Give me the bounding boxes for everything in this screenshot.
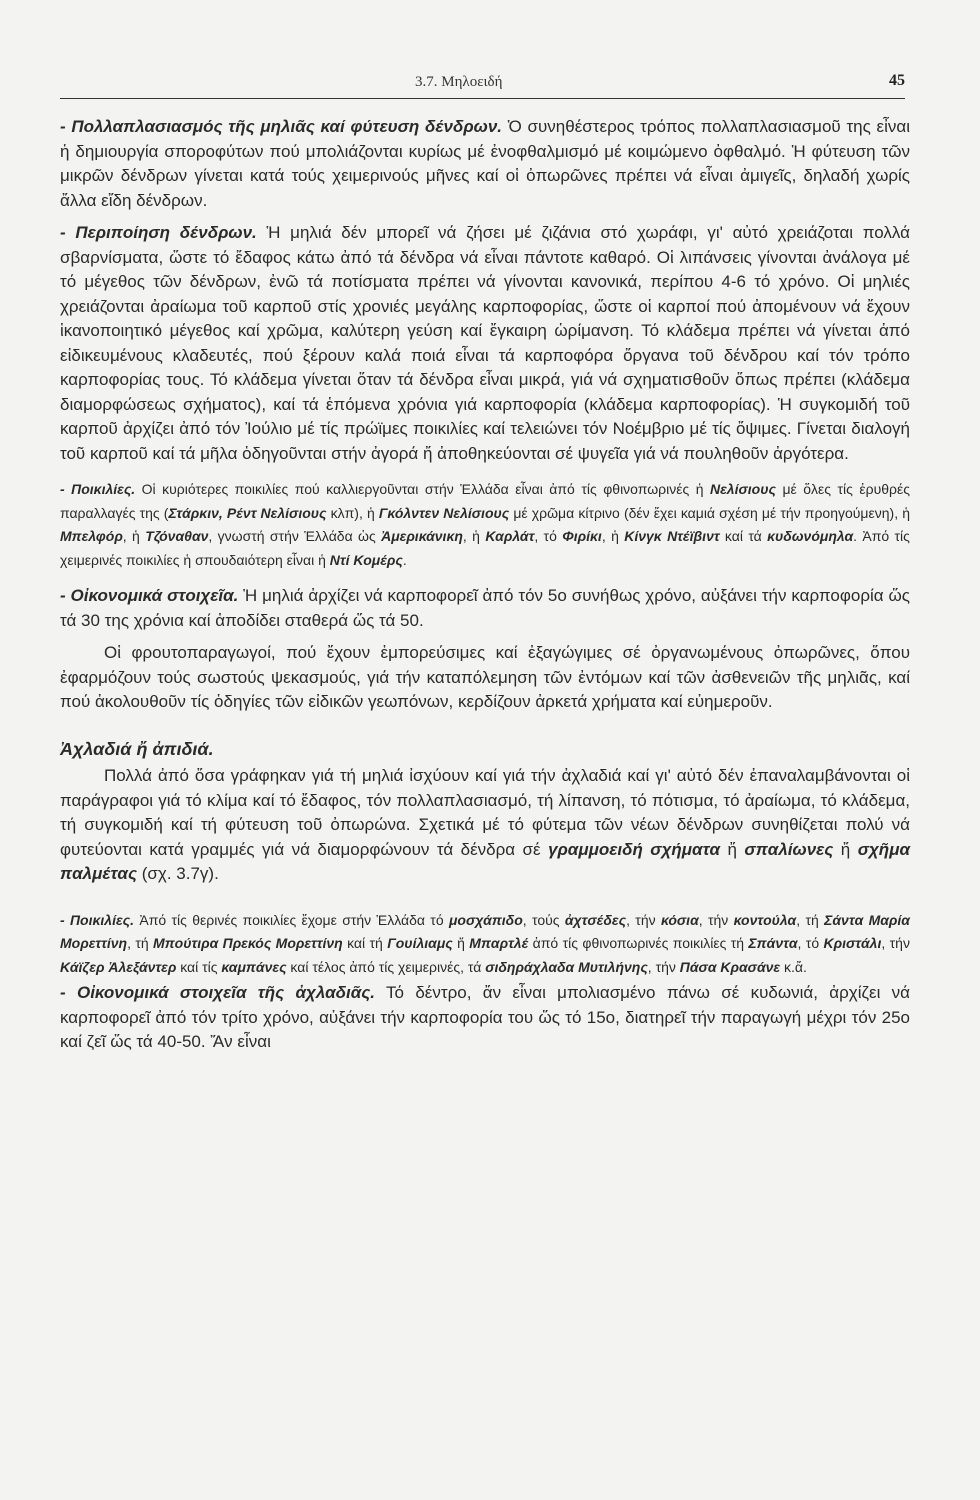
- heading-apple-economics: - Οἰκονομικά στοιχεῖα.: [60, 586, 239, 605]
- page-body: [60, 115, 910, 1055]
- pear-title: [60, 737, 910, 763]
- paragraph-apple-varieties: - Ποικιλίες. Οἱ κυριότερες ποικιλίες πού καλλιεργοῦνται στήν Ἑλλάδα εἶναι ἀπό τίς φθινοπωρινές ἡ Νελίσιους μέ ὅλες τίς ἐρυθρές παραλλαγές της (Στάρκιν, Ρέντ Νελίσιους κλπ), ἡ Γκόλντεν Νελίσιους μέ χρῶμα κίτρινο (δέν ἔχει καμιά σχέση μέ τήν προηγούμενη), ἡ Μπελφόρ, ἡ Τζόναθαν, γνωστή στήν Ἑλλάδα ὡς Ἀμερικάνικη, ἡ Καρλάτ, τό Φιρίκι, ἡ Κίνγκ Ντέϊβιντ καί τά κυδωνόμηλα. Ἀπό τίς χειμερινές ποικιλίες ἡ σπουδαιότερη εἶναι ἡ Ντί Κομέρς.: [60, 481, 910, 568]
- heading-propagation: - Πολλαπλασιασμός τῆς μηλιᾶς καί φύτευση δένδρων.: [60, 117, 503, 136]
- paragraph-apple-economics: - Οἰκονομικά στοιχεῖα. Ἡ μηλιά ἀρχίζει νά καρποφορεῖ ἀπό τόν 5ο συνήθως χρόνο, αὐξάνει τήν καρποφορία ὥς τά 30 της χρόνια καί ἀποδίδει σταθερά ὥς τά 50.: [60, 586, 910, 630]
- paragraph-propagation: - Πολλαπλασιασμός τῆς μηλιᾶς καί φύτευση δένδρων. Ὁ συνηθέστερος τρόπος πολλαπλασιασμοῦ της εἶναι ἡ δημιουργία σποροφύτων πού μπολιάζονται κυρίως μέ ἐνοφθαλμισμό μέ κοιμώμενο ὀφθαλμό. Ἡ φύτευση τῶν μικρῶν δένδρων γίνεται κατά τούς χειμερινούς μῆνες καί οἱ ὀπωρῶνες πρέπει νά εἶναι ἀμιγεῖς, δηλαδή χωρίς ἄλλα εἴδη δένδρων.: [60, 117, 910, 210]
- paragraph-tree-care: - Περιποίηση δένδρων. Ἡ μηλιά δέν μπορεῖ νά ζήσει μέ ζιζάνια στό χωράφι, γι' αὐτό χρειάζοται πολλά σβαρνίσματα, ὥστε τό ἔδαφος κάτω ἀπό τά δένδρα νά εἶναι πάντοτε καθαρό. Οἱ λιπάνσεις γίνονται ἀνάλογα μέ τό μέγεθος τῶν δένδρων, ἐνῶ τά ποτίσματα πρέπει νά γίνονται κανονικά, περίπου 4-6 τό χρόνο. Οἱ μηλιές χρειάζονται ἀραίωμα τοῦ καρποῦ στίς χρονιές μεγάλης καρποφορίας, ὥστε οἱ καρποί πού ἀπομένουν νά ἔχουν ἱκανοποιητικό μέγεθος καί χρῶμα, καλύτερη γεύση καί ἔγκαιρη ὡρίμανση. Τό κλάδεμα πρέπει νά γίνεται ἀπό εἰδικευμένους κλαδευτές, πού ξέρουν καλά ποιά εἶναι τά καρποφόρα ὄργανα τοῦ δένδρου καί τόν τρόπο καρποφορίας τους. Τό κλάδεμα γίνεται ὅταν τά δένδρα εἶναι μικρά, γιά νά σχηματισθοῦν ὅπως πρέπει (κλάδεμα διαμορφώσεως σχήματος), καί τά ἑπόμενα χρόνια γιά καρποφορία (κλάδεμα καρποφορίας). Ἡ συγκομιδή τοῦ καρποῦ ἀρχίζει ἀπό τόν Ἰούλιο μέ τίς πρώϊμες ποικιλίες καί τελειώνει τόν Νοέμβριο μέ τίς ὄψιμες. Γίνεται διαλογή τοῦ καρποῦ καί τά μῆλα ὁδηγοῦνται στήν ἀγορά ἤ ἀποθηκεύονται σέ ψυγεῖα γιά νά πουληθοῦν ἀργότερα.: [60, 223, 910, 463]
- paragraph-pear-intro: Πολλά ἀπό ὅσα γράφηκαν γιά τή μηλιά ἰσχύουν καί γιά τήν ἀχλαδιά καί γι' αὐτό δέν ἐπαναλαμβάνονται οἱ παράγραφοι γιά τό κλίμα καί τό ἔδαφος, τόν πολλαπλασιασμό, τή λίπανση, τό πότισμα, τό ἀραίωμα, τό κλάδεμα, τή συγκομιδή καί τή φύτευση τοῦ ὀπωρώνα. Σχετικά μέ τό φύτεμα τῶν νέων δένδρων συνηθίζεται πολύ νά φυτεύονται κατά γραμμές γιά νά διαμορφώνουν τά δένδρα σέ γραμμοειδή σχήματα ἤ σπαλίωνες ἤ σχῆμα παλμέτας (σχ. 3.7γ).: [60, 766, 910, 883]
- page-header: [60, 70, 905, 99]
- paragraph-growers: Οἱ φρουτοπαραγωγοί, πού ἔχουν ἐμπορεύσιμες καί ἐξαγώγιμες σέ ὀργανωμένους ὀπωρῶνες, ὅπου ἐφαρμόζουν τούς σωστούς ψεκασμούς, γιά τήν καταπόλεμηση τῶν ἐντόμων καί τῶν ἀσθενειῶν τῆς μηλιᾶς, καί πού ἀκολουθοῦν τίς ὁδηγίες τῶν εἰδικῶν γεωπόνων, κερδίζουν ἀρκετά χρήματα καί εὐημεροῦν.: [60, 643, 910, 711]
- heading-pear-varieties: - Ποικιλίες.: [60, 911, 135, 928]
- heading-tree-care: - Περιποίηση δένδρων.: [60, 223, 257, 242]
- heading-pear-economics: - Οἰκονομικά στοιχεῖα τῆς ἀχλαδιᾶς.: [60, 983, 376, 1002]
- page-number: 45: [889, 72, 905, 89]
- paragraph-pear-economics: - Οἰκονομικά στοιχεῖα τῆς ἀχλαδιᾶς. Τό δέντρο, ἄν εἶναι μπολιασμένο πάνω σέ κυδωνιά, ἀρχίζει νά καρποφορεῖ ἀπό τόν τρίτο χρόνο, αὐξάνει τήν καρποφορία του ὥς τό 15ο, διατηρεῖ τήν παραγωγή μέχρι τόν 25ο καί ζεῖ ὥς τά 40-50. Ἄν εἶναι: [60, 983, 910, 1051]
- paragraph-pear-varieties: - Ποικιλίες. Ἀπό τίς θερινές ποικιλίες ἔχομε στήν Ἑλλάδα τό μοσχάπιδο, τούς ἀχτσέδες, τήν κόσια, τήν κοντούλα, τή Σάντα Μαρία Μορεττίνη, τή Μπούτιρα Πρεκός Μορεττίνη καί τή Γουίλιαμς ἤ Μπαρτλέ ἀπό τίς φθινοπωρινές ποικιλίες τή Σπάντα, τό Κριστάλι, τήν Κάϊζερ Ἀλεξάντερ καί τίς καμπάνες καί τέλος ἀπό τίς χειμερινές, τά σιδηράχλαδα Μυτιλήνης, τήν Πάσα Κρασάνε κ.ἄ.: [60, 911, 910, 975]
- running-head: 3.7. Μηλοειδή: [415, 74, 503, 90]
- heading-pear: Ἀχλαδιά ἤ ἀπιδιά.: [60, 738, 214, 759]
- heading-apple-varieties: - Ποικιλίες.: [60, 481, 136, 497]
